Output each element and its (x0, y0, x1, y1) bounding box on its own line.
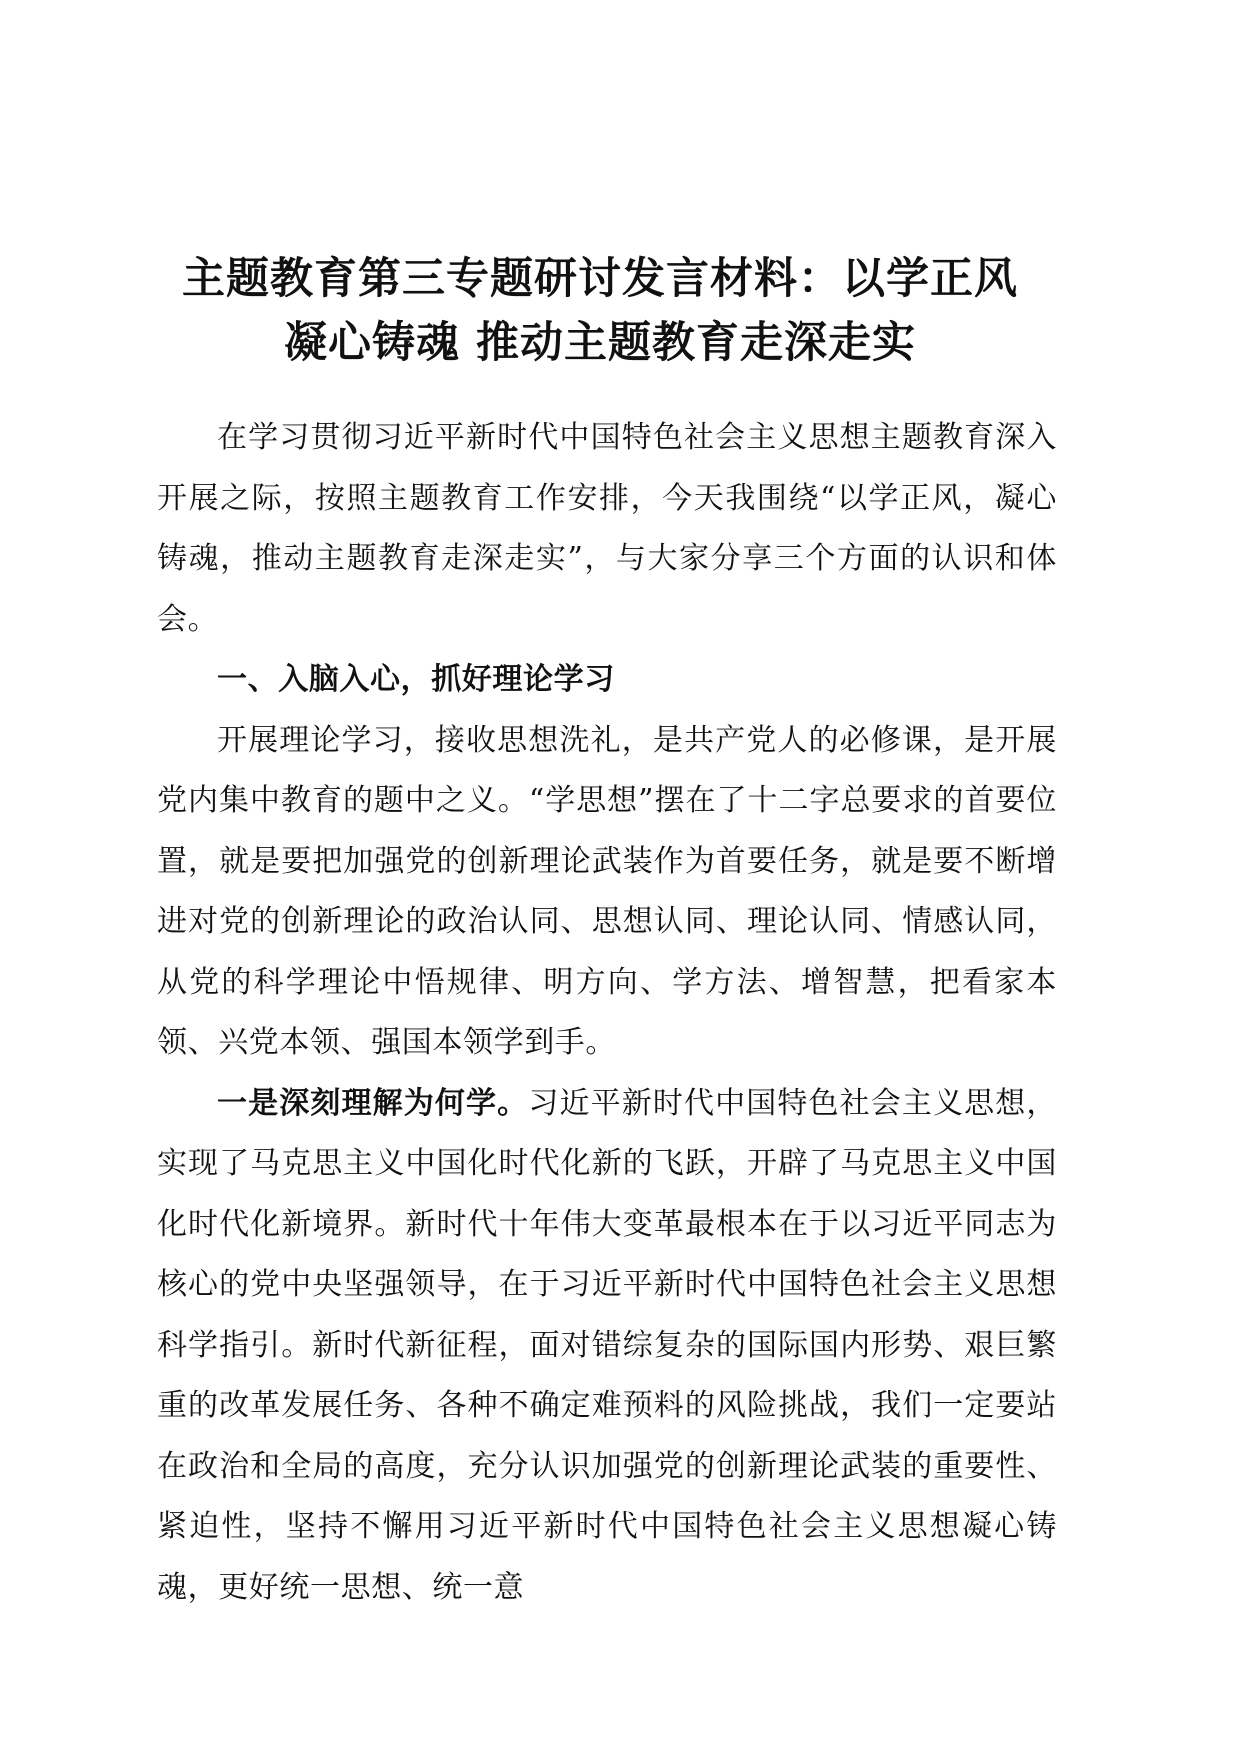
intro-paragraph: 在学习贯彻习近平新时代中国特色社会主义思想主题教育深入开展之际，按照主题教育工作安排，今天我围绕“以学正风，凝心铸魂，推动主题教育走深走实”，与大家分享三个方面的认识和体会。 (157, 420, 1057, 637)
point-1-paragraph (157, 1074, 1057, 1619)
section-1-paragraph: 开展理论学习，接收思想洗礼，是共产党人的必修课，是开展党内集中教育的题中之义。“学思想”摆在了十二字总要求的首要位置，就是要把加强党的创新理论武装作为首要任务，就是要不断增进对党的创新理论的政治认同、思想认同、理论认同、情感认同，从党的科学理论中悟规律、明方向、学方法、增智慧，把看家本领、兴党本领、强国本领学到手。 (157, 722, 1057, 1060)
document-title-line-2: 凝心铸魂 推动主题教育走深走实 (284, 318, 916, 368)
document-title-line-1: 主题教育第三专题研讨发言材料：以学正风 (182, 254, 1018, 304)
point-1-text: 习近平新时代中国特色社会主义思想，实现了马克思主义中国化时代化新的飞跃，开辟了马克思主义中国化时代化新境界。新时代十年伟大变革最根本在于以习近平同志为核心的党中央坚强领导，在于习近平新时代中国特色社会主义思想科学指引。新时代新征程，面对错综复杂的国际国内形势、艰巨繁重的改革发展任务、各种不确定难预料的风险挑战，我们一定要站在政治和全局的高度，充分认识加强党的创新理论武装的重要性、紧迫性，坚持不懈用习近平新时代中国特色社会主义思想凝心铸魂，更好统一思想、统一意 (157, 1085, 1058, 1605)
section-1-heading: 一、入脑入心，抓好理论学习 (217, 662, 615, 697)
point-1-lead: 一是深刻理解为何学。 (217, 1085, 529, 1121)
document-body (157, 408, 1057, 1618)
